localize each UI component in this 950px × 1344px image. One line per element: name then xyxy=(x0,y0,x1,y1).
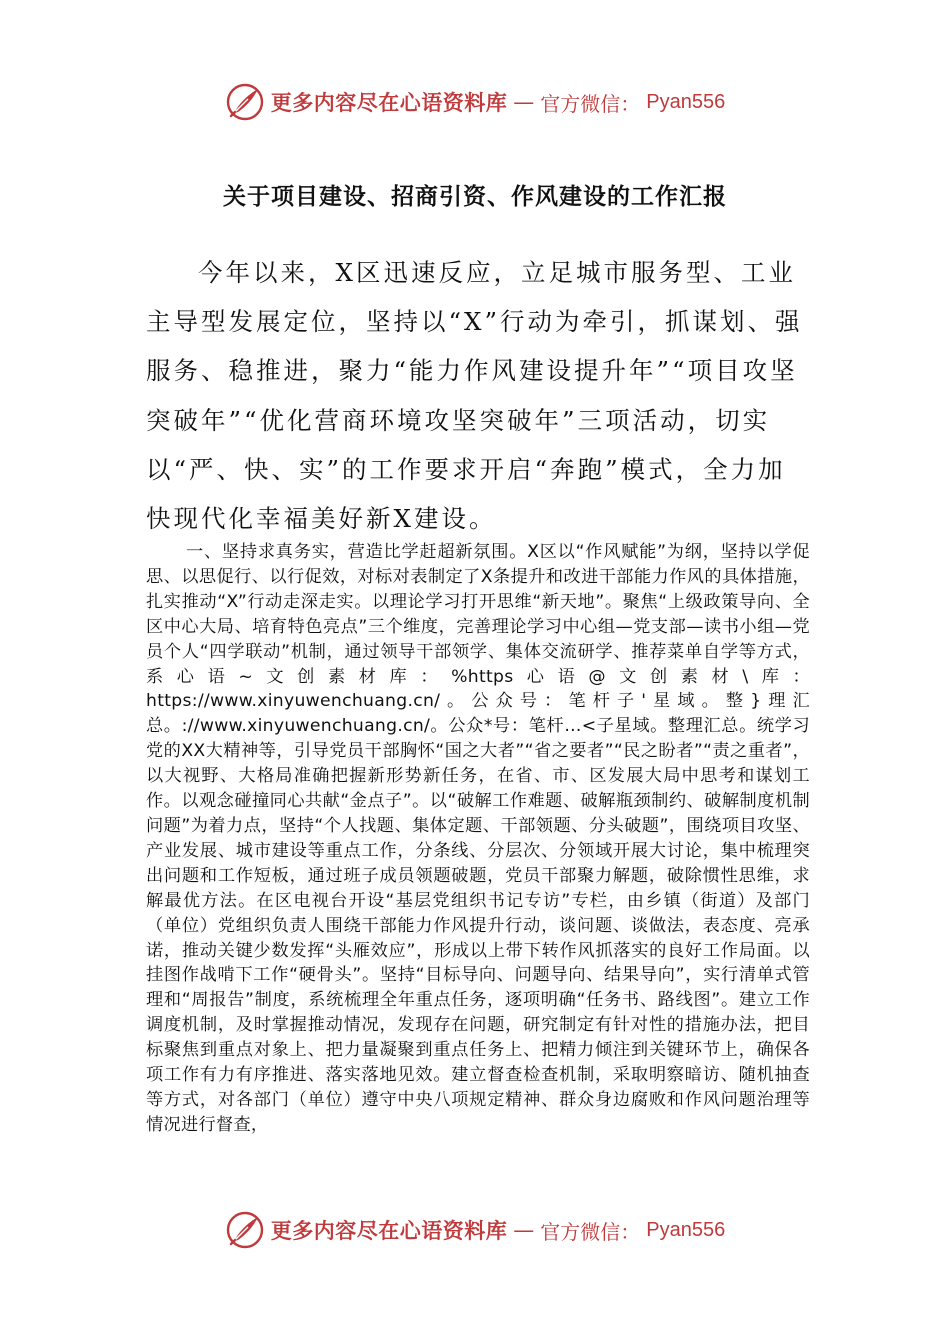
header-banner-separator: — xyxy=(513,90,535,114)
quill-pen-logo-icon xyxy=(225,82,265,122)
footer-banner xyxy=(0,1208,950,1252)
quill-pen-logo-icon xyxy=(225,1210,265,1250)
header-banner-text: 更多内容尽在心语资料库 xyxy=(270,90,508,115)
footer-banner-separator: — xyxy=(513,1218,535,1242)
lead-paragraph: 今年以来，X区迅速反应，立足城市服务型、工业主导型发展定位，坚持以“X”行动为牵引，抓谋划、强服务、稳推进，聚力“能力作风建设提升年”“项目攻坚突破年”“优化营商环境攻坚突破年”三项活动，切实以“严、快、实”的工作要求开启“奔跑”模式，全力加快现代化幸福美好新X建设。 xyxy=(146,258,803,534)
footer-banner-content xyxy=(225,1210,725,1250)
header-banner xyxy=(0,80,950,124)
footer-wechat-label: 官方微信： xyxy=(540,1219,641,1244)
document-title: 关于项目建设、招商引资、作风建设的工作汇报 xyxy=(223,183,727,210)
footer-wechat-id: Pyan556 xyxy=(646,1218,726,1241)
header-wechat-id: Pyan556 xyxy=(646,90,726,113)
footer-banner-text: 更多内容尽在心语资料库 xyxy=(270,1218,508,1243)
body-paragraph: 一、坚持求真务实，营造比学赶超新氛围。X区以“作风赋能”为纲，坚持以学促思、以思促行、以行促效，对标对表制定了X条提升和改进干部能力作风的具体措施，扎实推动“X”行动走深走实。以理论学习打开思维“新天地”。聚焦“上级政策导向、全区中心大局、培育特色亮点”三个维度，完善理论学习中心组—党支部—读书小组—党员个人“四学联动”机制，通过领导干部领学、集体交流研学、推荐菜单自学等方式，系心语~文创素材库：%https心语@文创素材\库：https://www.xinyuwenchuang.cn/。公众号：笔杆子'星域。整}理汇总。://www.xinyuwenchuang.cn/。公众*号：笔杆…<子星域。整理汇总。统学习党的XX大精神等，引导党员干部胸怀“国之大者”“省之要者”“民之盼者”“责之重者”，以大视野、大格局准确把握新形势新任务，在省、市、区发展大局中思考和谋划工作。以观念碰撞同心共献“金点子”。以“破解工作难题、破解瓶颈制约、破解制度机制问题”为着力点，坚持“个人找题、集体定题、干部领题、分头破题”，围绕项目攻坚、产业发展、城市建设等重点工作，分条线、分层次、分领域开展大讨论，集中梳理突出问题和工作短板，通过班子成员领题破题，党员干部聚力解题，破除惯性思维，求解最优方法。在区电视台开设“基层党组织书记专访”专栏，由乡镇（街道）及部门（单位）党组织负责人围绕干部能力作风提升行动，谈问题、谈做法，表态度、亮承诺，推动关键少数发挥“头雁效应”，形成以上带下转作风抓落实的良好工作局面。以挂图作战啃下工作“硬骨头”。坚持“目标导向、问题导向、结果导向”，实行清单式管理和“周报告”制度，系统梳理全年重点任务，逐项明确“任务书、路线图”。建立工作调度机制，及时掌握推动情况，发现存在问题，研究制定有针对性的措施办法，把目标聚焦到重点对象上、把力量凝聚到重点任务上、把精力倾注到关键环节上，确保各项工作有力有序推进、落实落地见效。建立督查检查机制，采取明察暗访、随机抽查等方式，对各部门（单位）遵守中央八项规定精神、群众身边腐败和作风问题治理等情况进行督查， xyxy=(146,542,810,1135)
header-banner-content xyxy=(225,82,725,122)
header-wechat-label: 官方微信： xyxy=(540,91,641,116)
